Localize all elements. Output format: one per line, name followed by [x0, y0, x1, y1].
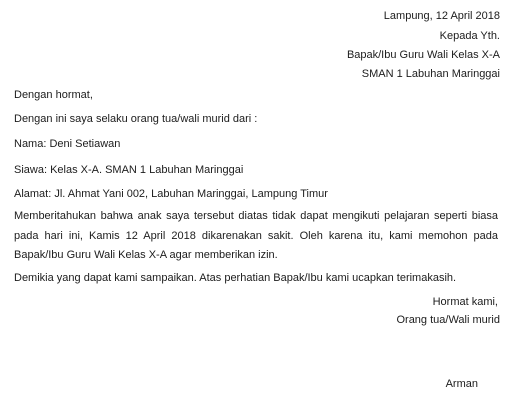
- salutation-to: Kepada Yth.: [439, 30, 500, 42]
- intro-line: Dengan ini saya selaku orang tua/wali murid dari :: [14, 113, 258, 125]
- school-name: SMAN 1 Labuhan Maringgai: [361, 68, 500, 80]
- student-name: Nama: Deni Setiawan: [14, 138, 121, 150]
- signer-role: Orang tua/Wali murid: [396, 314, 500, 326]
- student-class: Siawa: Kelas X-A. SMAN 1 Labuhan Maringgai: [14, 164, 244, 176]
- signer-name: Arman: [445, 378, 478, 390]
- closing-regards: Hormat kami,: [432, 296, 498, 308]
- greeting: Dengan hormat,: [14, 89, 93, 101]
- closing-line: Demikia yang dapat kami sampaikan. Atas perhatian Bapak/Ibu kami ucapkan terimakasih.: [14, 272, 457, 284]
- main-paragraph: Memberitahukan bahwa anak saya tersebut diatas tidak dapat mengikuti pelajaran seperti biasa pada hari ini, Kamis 12 April 2018 dikarenakan sakit. Oleh karena itu, kami memohon pada Bapak/Ibu Guru Wali Kelas X-A agar memberikan izin.: [14, 210, 498, 261]
- student-address: Alamat: Jl. Ahmat Yani 002, Labuhan Maringgai, Lampung Timur: [14, 188, 328, 200]
- recipient: Bapak/Ibu Guru Wali Kelas X-A: [346, 49, 500, 61]
- place-date: Lampung, 12 April 2018: [383, 10, 500, 22]
